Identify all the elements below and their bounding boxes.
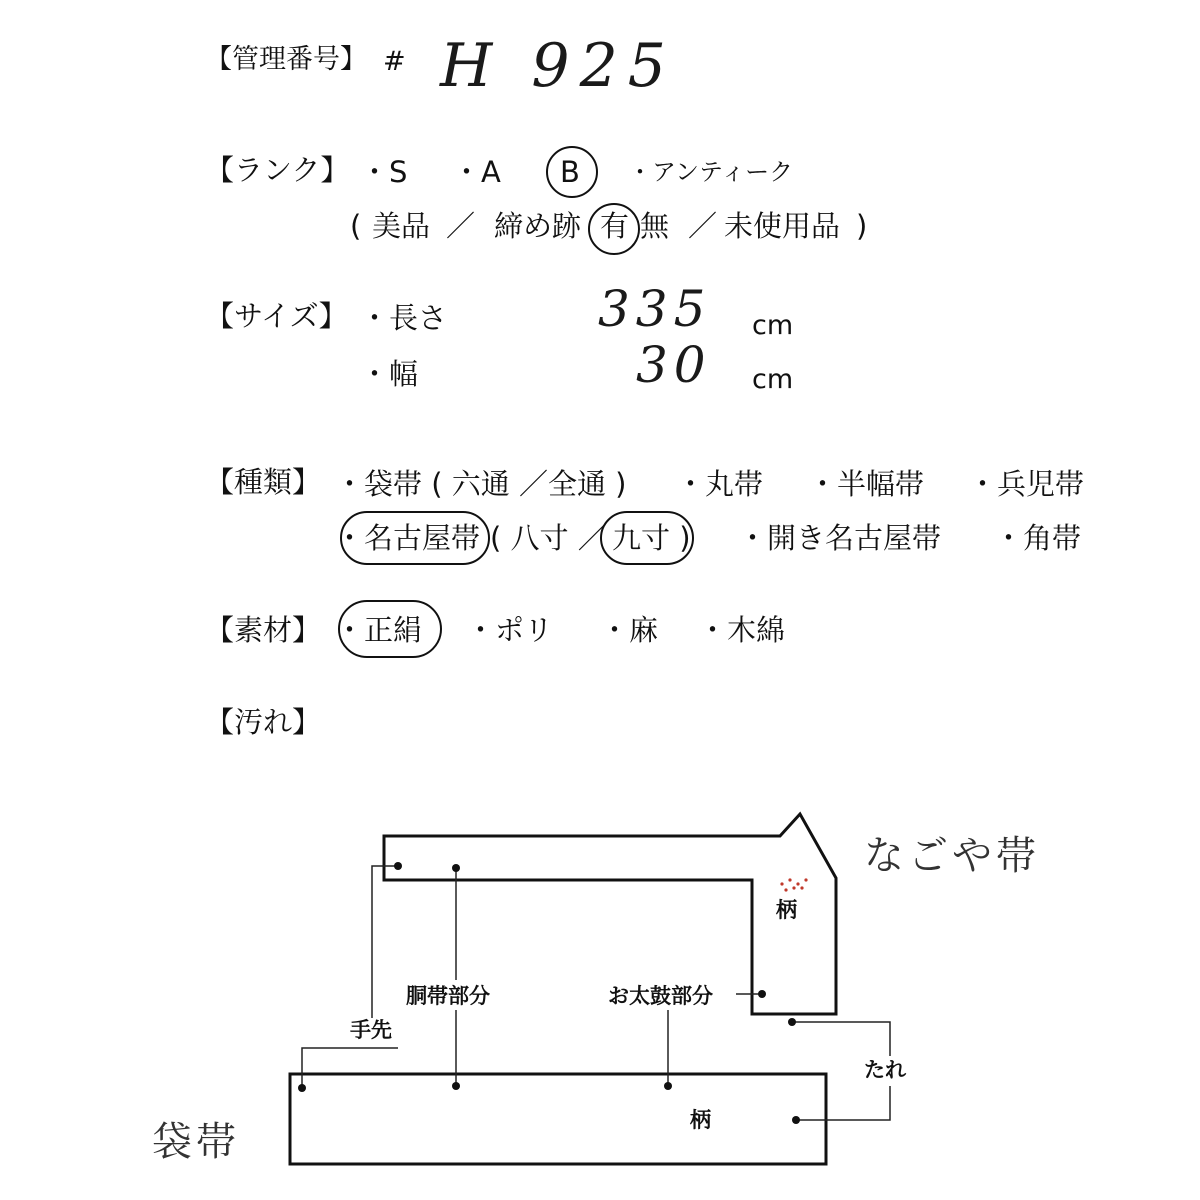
taiko-dot-bottom [664, 1082, 672, 1090]
condition-slash-2: ／ [688, 209, 718, 243]
condition-tie-mark: 締め跡 [494, 209, 582, 243]
condition-present: 有 [600, 209, 630, 243]
pattern-dot [792, 886, 795, 889]
dou-dot-top [452, 864, 460, 872]
rank-option-b: B [560, 155, 580, 189]
condition-close-paren: ) [856, 209, 868, 243]
dou-dot-bottom [452, 1082, 460, 1090]
pattern-dot [784, 888, 787, 891]
type-hanhaba: ・半幅帯 [808, 467, 925, 501]
pattern-dot [800, 886, 803, 889]
tare-dot-top [788, 1018, 796, 1026]
management-label: 【管理番号】 [205, 44, 367, 75]
fukuro-title: 袋帯 [152, 1119, 240, 1165]
pattern-dot [804, 878, 807, 881]
rank-label: 【ランク】 [205, 153, 350, 187]
rank-option-s: ・S [360, 155, 408, 189]
size-length-label: ・長さ [360, 301, 448, 335]
management-number: H 925 [440, 31, 676, 101]
material-cotton: ・木綿 [698, 613, 786, 647]
stain-label: 【汚れ】 [205, 705, 322, 739]
condition-mint: 美品 [372, 209, 431, 243]
size-width-unit: cm [752, 364, 794, 395]
pattern-dot [788, 878, 791, 881]
tare-connector-top [792, 1022, 890, 1056]
tesaki-connector-bottom [302, 1048, 398, 1088]
type-label: 【種類】 [205, 465, 322, 499]
size-length-value: 335 [598, 280, 712, 338]
pattern-label-bottom: 柄 [690, 1108, 711, 1132]
tesaki-dot-bottom [298, 1084, 306, 1092]
management-hash: # [383, 46, 406, 77]
condition-unused: 未使用品 [724, 209, 841, 243]
taiko-label: お太鼓部分 [608, 984, 713, 1008]
tesaki-connector [372, 866, 398, 1018]
tare-dot-bottom [792, 1116, 800, 1124]
size-width-value: 30 [636, 336, 712, 394]
tare-connector-bottom [796, 1086, 890, 1120]
type-kyusun: 九寸 ) [612, 521, 691, 555]
fukuro-obi-outline [290, 1074, 826, 1164]
condition-open-paren: ( [350, 209, 362, 243]
pattern-dots [780, 878, 807, 891]
type-kaku: ・角帯 [994, 521, 1082, 555]
rank-option-antique: ・アンティーク [628, 158, 794, 186]
size-label: 【サイズ】 [205, 299, 348, 333]
pattern-dot [780, 882, 783, 885]
type-nagoya: ・名古屋帯 [335, 521, 481, 555]
type-hiraki-nagoya: ・開き名古屋帯 [738, 521, 942, 555]
type-fukuro: ・袋帯 ( 六通 ／全通 ) [335, 467, 627, 501]
tesaki-dot-top [394, 862, 402, 870]
material-silk: ・正絹 [335, 613, 423, 647]
pattern-dot [796, 882, 799, 885]
taiko-dot [758, 990, 766, 998]
condition-absent: 無 [640, 209, 670, 243]
pattern-label-top: 柄 [776, 898, 797, 922]
nagoya-title: なごや帯 [864, 833, 1040, 879]
tare-label: たれ [864, 1058, 906, 1082]
type-maru: ・丸帯 [676, 467, 764, 501]
material-label: 【素材】 [205, 613, 322, 647]
type-heko: ・兵児帯 [968, 467, 1085, 501]
condition-slash-1: ／ [446, 209, 476, 243]
material-hemp: ・麻 [600, 613, 659, 647]
tesaki-label: 手先 [350, 1018, 392, 1042]
dou-label: 胴帯部分 [406, 984, 490, 1008]
size-length-unit: cm [752, 310, 794, 341]
type-hassun: ( 八寸 ／ [490, 521, 607, 555]
material-poly: ・ポリ [466, 613, 554, 647]
rank-option-a: ・A [452, 155, 501, 189]
size-width-label: ・幅 [360, 357, 419, 391]
